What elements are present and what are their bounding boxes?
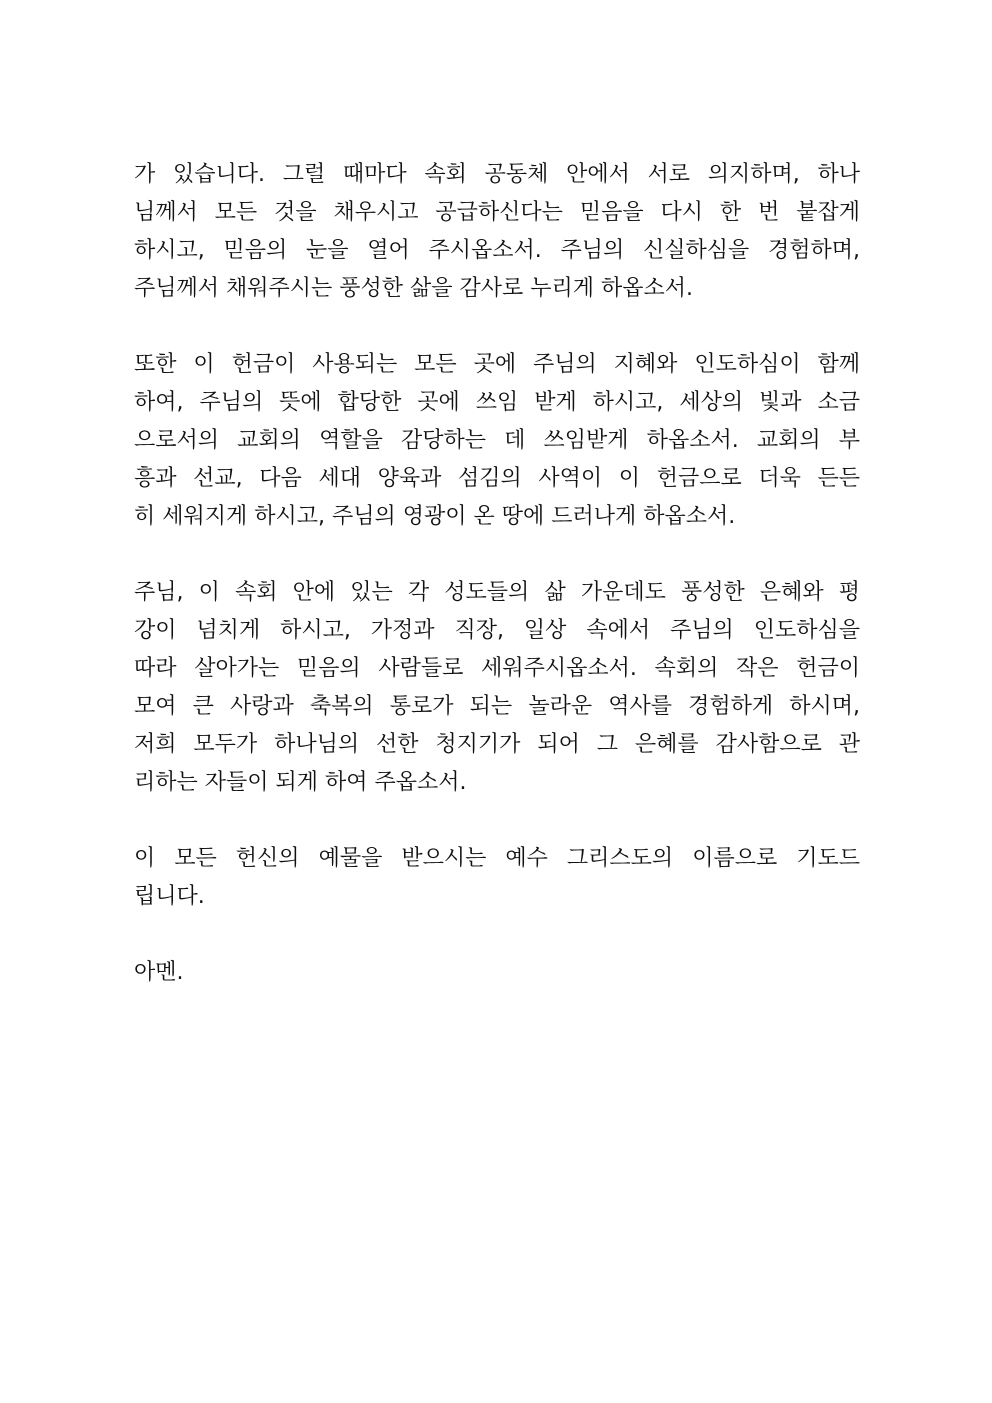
amen-line: 아멘. [134, 960, 184, 985]
prayer-text [134, 156, 860, 1030]
text-line: 히 세워지게 하시고, 주님의 영광이 온 땅에 드러나게 하옵소서. [134, 504, 736, 529]
text-line: 따라 살아가는 믿음의 사람들로 세워주시옵소서. 속회의 작은 헌금이 [134, 656, 860, 681]
text-line: 주님, 이 속회 안에 있는 각 성도들의 삶 가운데도 풍성한 은혜와 평 [134, 580, 860, 605]
paragraph-2 [134, 346, 860, 536]
text-line: 저희 모두가 하나님의 선한 청지기가 되어 그 은혜를 감사함으로 관 [134, 732, 860, 757]
text-line: 이 모든 헌신의 예물을 받으시는 예수 그리스도의 이름으로 기도드 [134, 846, 860, 871]
text-line: 강이 넘치게 하시고, 가정과 직장, 일상 속에서 주님의 인도하심을 [134, 618, 860, 643]
text-line: 으로서의 교회의 역할을 감당하는 데 쓰임받게 하옵소서. 교회의 부 [134, 428, 860, 453]
text-line: 모여 큰 사랑과 축복의 통로가 되는 놀라운 역사를 경험하게 하시며, [134, 694, 860, 719]
text-line: 리하는 자들이 되게 하여 주옵소서. [134, 770, 467, 795]
paragraph-4 [134, 840, 860, 916]
text-line: 주님께서 채워주시는 풍성한 삶을 감사로 누리게 하옵소서. [134, 276, 694, 301]
text-line: 하여, 주님의 뜻에 합당한 곳에 쓰임 받게 하시고, 세상의 빛과 소금 [134, 390, 860, 415]
paragraph-3 [134, 574, 860, 802]
text-line: 하시고, 믿음의 눈을 열어 주시옵소서. 주님의 신실하심을 경험하며, [134, 238, 860, 263]
text-line: 님께서 모든 것을 채우시고 공급하신다는 믿음을 다시 한 번 붙잡게 [134, 200, 860, 225]
paragraph-1 [134, 156, 860, 308]
paragraph-5 [134, 954, 860, 992]
text-line: 또한 이 헌금이 사용되는 모든 곳에 주님의 지혜와 인도하심이 함께 [134, 352, 860, 377]
text-line: 립니다. [134, 884, 205, 909]
text-line: 흥과 선교, 다음 세대 양육과 섬김의 사역이 이 헌금으로 더욱 든든 [134, 466, 860, 491]
text-line: 가 있습니다. 그럴 때마다 속회 공동체 안에서 서로 의지하며, 하나 [134, 162, 860, 187]
